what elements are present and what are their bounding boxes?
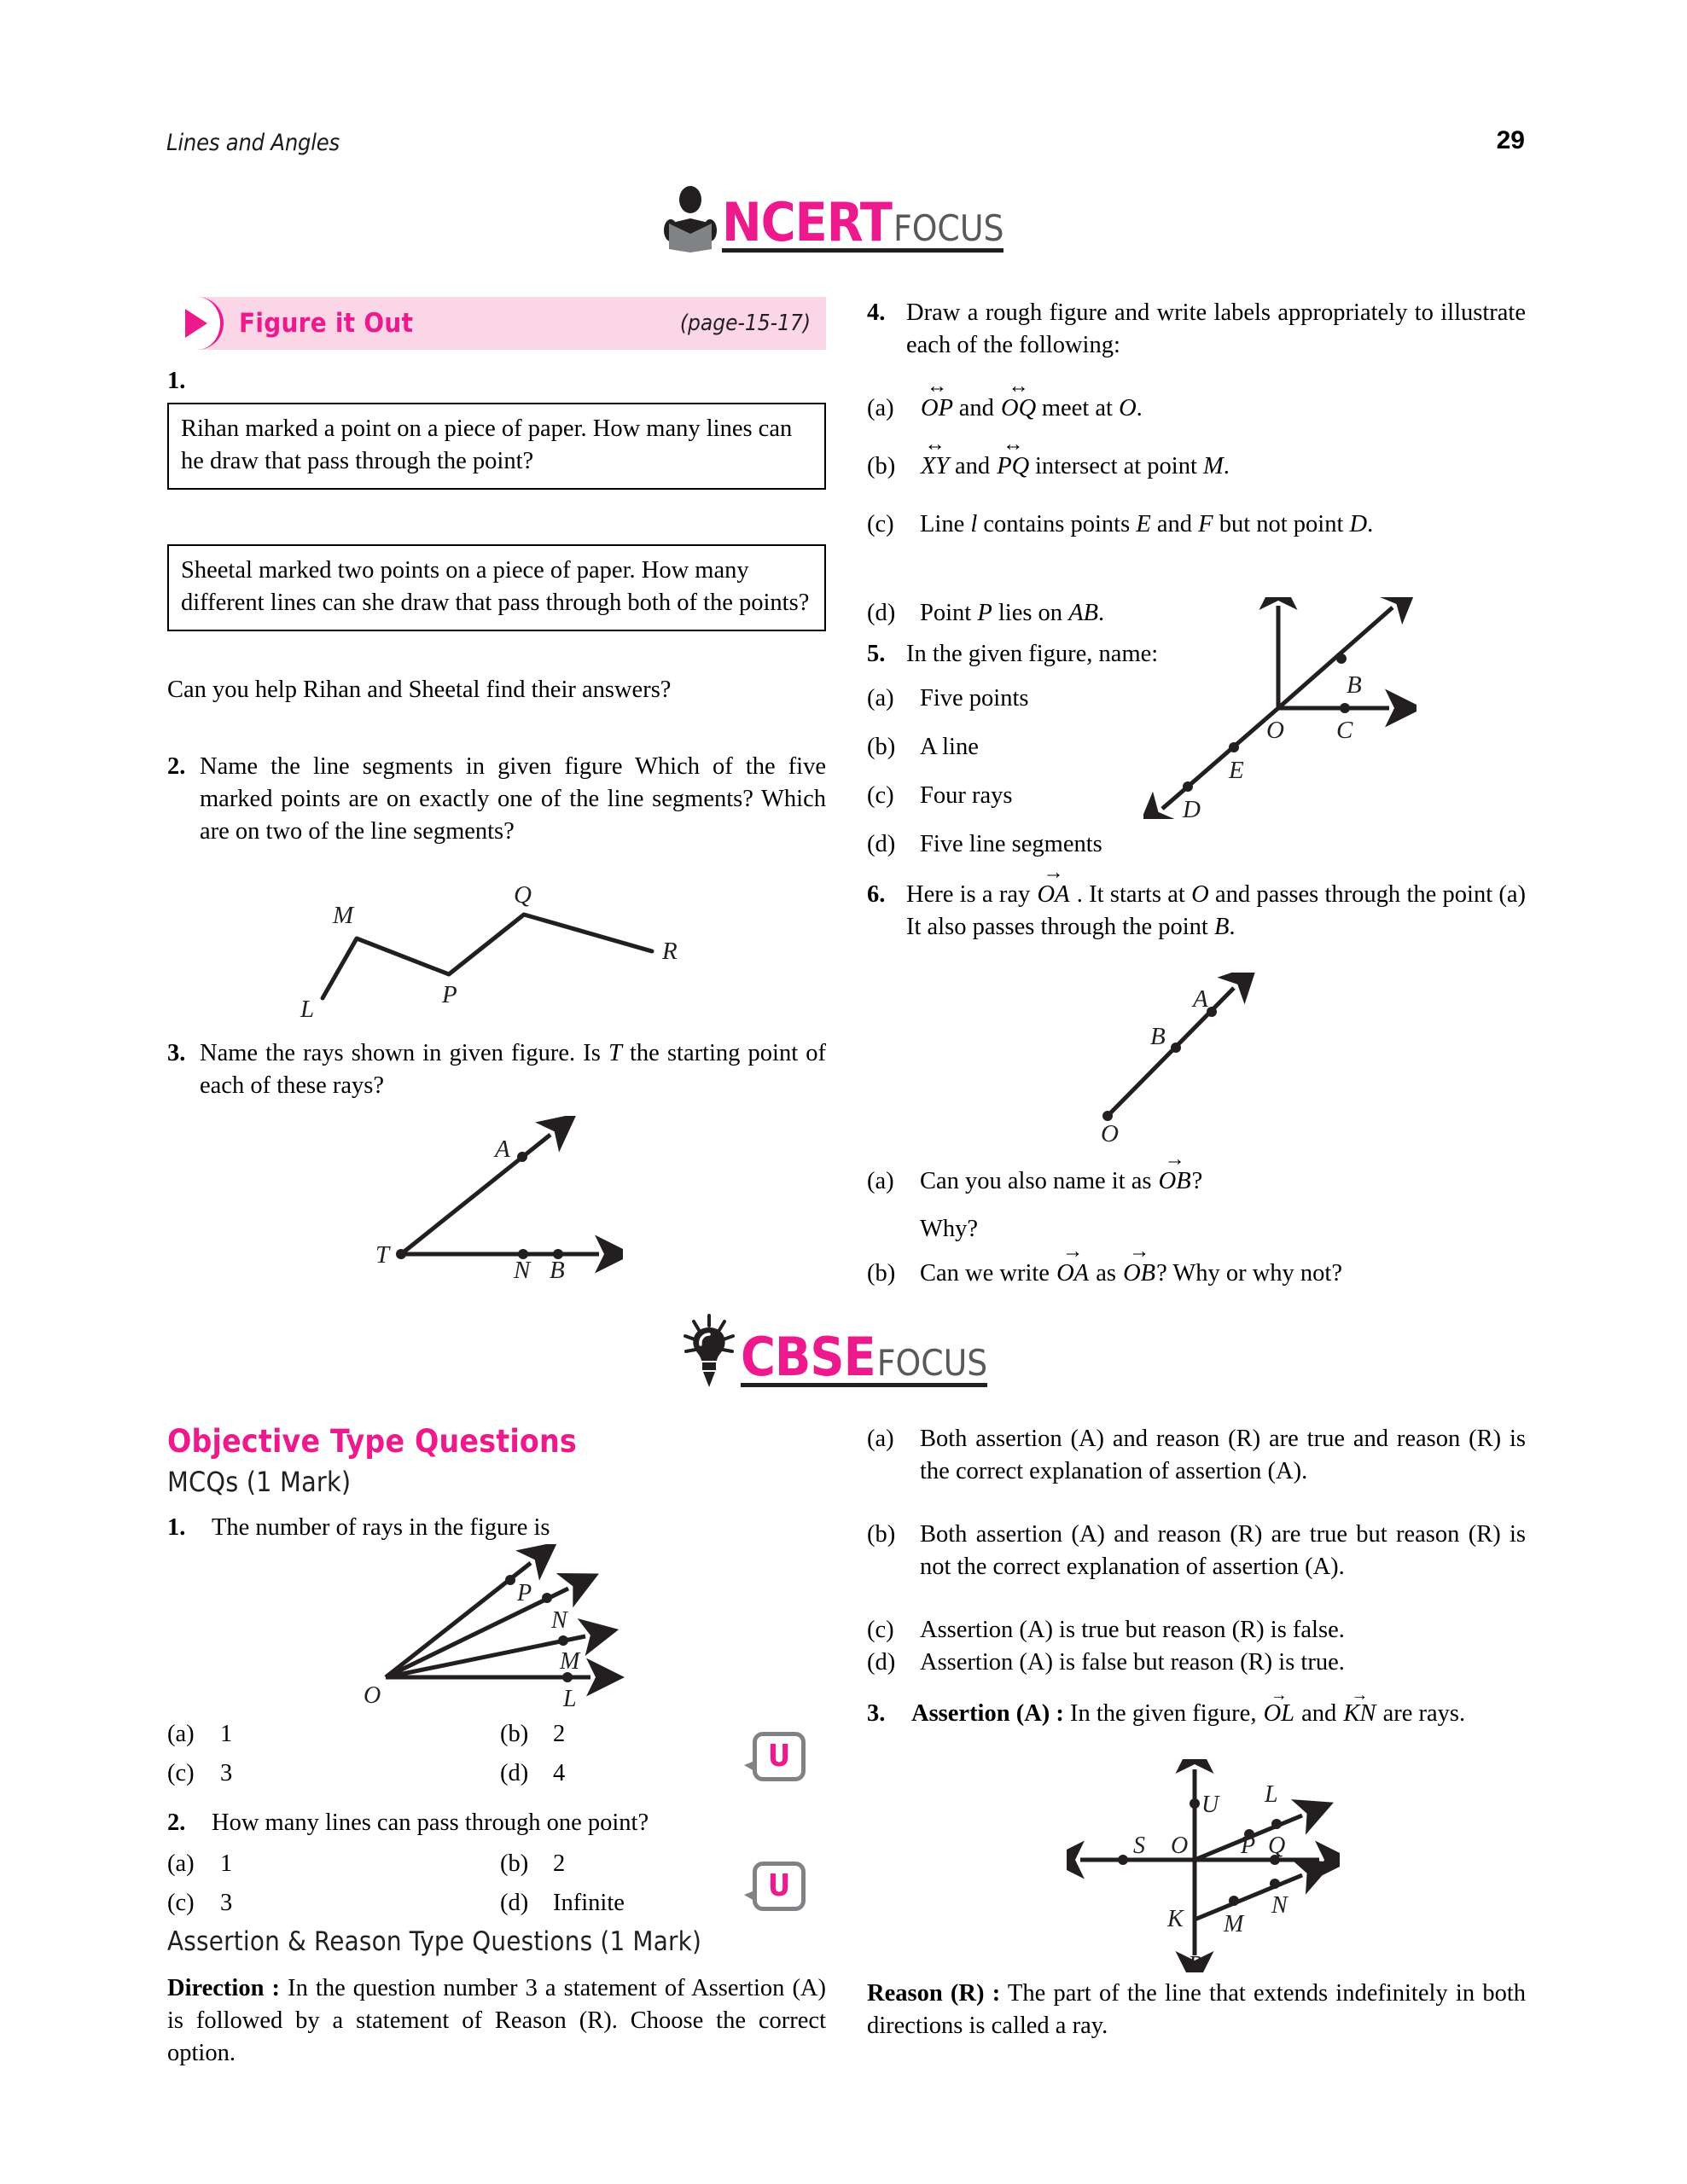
cbse-mcq2-option-c: (c) 3 [167, 1890, 233, 1916]
ncert-q6-sub-a: (a) Can you also name it as → OB? [867, 1147, 1203, 1194]
ncert-q3-number: 3. [167, 1040, 186, 1066]
reason-label: Reason (R) : [867, 1980, 1001, 2007]
ncert-q2-figure [282, 879, 691, 1019]
svg-text:Q: Q [514, 881, 532, 909]
cbse-mcq1: 1. The number of rays in the figure is [167, 1514, 550, 1541]
svg-text:B: B [550, 1257, 565, 1278]
ar-option-d: (d) Assertion (A) is false but reason (R) is true. [867, 1649, 1345, 1676]
svg-text:O: O [1266, 717, 1284, 744]
cbse-q3-figure [1067, 1759, 1340, 1972]
ncert-q6-number: 6. [867, 881, 886, 908]
ar-option-c: (c) Assertion (A) is true but reason (R) is false. [867, 1617, 1345, 1643]
svg-text:N: N [1271, 1892, 1288, 1919]
ncert-q5-option-a: (a) Five points [867, 685, 1029, 712]
svg-text:M: M [333, 902, 354, 929]
ncert-q1-box-1: Rihan marked a point on a piece of paper. How many lines can he draw that pass through the point? [167, 403, 826, 490]
ncert-q4-number: 4. [867, 299, 886, 326]
ncert-q3 [167, 1037, 826, 1102]
svg-text:S: S [1133, 1833, 1145, 1859]
ncert-q5-option-b: (b) A line [867, 734, 979, 760]
mcq1-understanding-badge: U [744, 1732, 806, 1785]
play-triangle-icon [167, 297, 224, 350]
svg-text:N: N [551, 1607, 567, 1634]
ncert-q1-box-2: Sheetal marked two points on a piece of paper. How many different lines can she draw that pass through both of the points? [167, 544, 826, 631]
cbse-mcq2-option-b: (b) 2 [500, 1850, 566, 1877]
cbse-mcq2: 2. How many lines can pass through one point? [167, 1809, 649, 1836]
svg-text:P: P [442, 981, 457, 1008]
ncert-q3-text: Name the rays shown in given figure. Is T the starting point of each of these rays? [200, 1040, 827, 1099]
mcq2-understanding-badge: U [744, 1862, 806, 1914]
ncert-q2 [167, 751, 826, 848]
svg-text:O: O [1101, 1120, 1119, 1143]
lightbulb-pencil-icon [683, 1314, 736, 1387]
cbse-mcq2-option-a: (a) 1 [167, 1850, 233, 1877]
page-number: 29 [1496, 126, 1525, 154]
running-head: Lines and Angles [166, 130, 340, 156]
svg-text:B: B [1347, 671, 1362, 699]
ncert-q5-figure [1143, 597, 1416, 819]
ncert-q6-figure [1084, 973, 1289, 1143]
ncert-q5-option-d: (d) Five line segments [867, 831, 1102, 857]
ncert-q3-figure [367, 1116, 623, 1278]
direction-label: Direction : [167, 1975, 281, 2001]
cbse-mcq1-option-d: (d) 4 [500, 1760, 566, 1786]
ncert-q6: 6. Here is a ray → OA . It starts at O and passes through the point (a) It also passes through the point B. [867, 879, 1526, 944]
ncert-brand-sub: FOCUS [893, 206, 1004, 249]
ncert-q4-item-d: (d) Point P lies on AB. [867, 600, 1105, 626]
svg-text:R: R [1188, 1952, 1203, 1972]
ncert-q4 [867, 297, 1526, 362]
cbse-brand-main: CBSE [741, 1325, 875, 1388]
objective-type-questions-heading: Objective Type Questions [167, 1423, 577, 1460]
cbse-mcq1-option-a: (a) 1 [167, 1721, 233, 1747]
cbse-mcq1-figure [358, 1544, 640, 1715]
ncert-q6-sub-a-line2: Why? [920, 1216, 979, 1242]
svg-text:C: C [1336, 717, 1353, 744]
svg-text:B: B [1150, 1023, 1166, 1050]
svg-text:L: L [300, 996, 315, 1019]
ncert-q4-item-a: (a) ↔ OP and ↔ OQ meet at O. [867, 375, 1143, 421]
svg-text:M: M [560, 1648, 580, 1675]
ncert-q6-sub-b: (b) Can we write → OA as → OB? Why or why not? [867, 1240, 1343, 1287]
cbse-mcq1-option-c: (c) 3 [167, 1760, 233, 1786]
ncert-q2-number: 2. [167, 753, 186, 780]
reader-icon [664, 186, 717, 253]
ar-option-b: (b) Both assertion (A) and reason (R) are true but reason (R) is not the correct explanation of assertion (A). [867, 1521, 1526, 1580]
direction-text: In the question number 3 a statement of Assertion (A) is followed by a statement of Reason (R). Choose the correct option. [167, 1975, 827, 2066]
reason-text: The part of the line that extends indefinitely in both directions is called a ray. [867, 1980, 1526, 2039]
svg-text:P: P [1241, 1833, 1256, 1859]
figure-it-out-banner [167, 297, 826, 350]
ncert-q1-followup: Can you help Rihan and Sheetal find their answers? [167, 677, 672, 703]
figure-it-out-page-ref: (page-15-17) [679, 311, 811, 336]
svg-text:E: E [1229, 757, 1244, 784]
svg-text:U: U [1201, 1792, 1219, 1818]
ncert-q5-number: 5. [867, 641, 886, 667]
assertion-reason-heading: Assertion & Reason Type Questions (1 Mark) [167, 1926, 702, 1957]
ncert-brand-main: NCERT [722, 190, 892, 253]
svg-text:A: A [495, 1136, 510, 1163]
cbse-mcq1-option-b: (b) 2 [500, 1721, 566, 1747]
svg-text:P: P [517, 1580, 532, 1606]
cbse-q3-assertion: 3. Assertion (A) : In the given figure, → OL and → KN are rays. [867, 1685, 1466, 1727]
svg-text:A: A [1193, 985, 1208, 1013]
svg-text:Q: Q [1268, 1833, 1286, 1859]
mcqs-heading: MCQs (1 Mark) [167, 1466, 352, 1498]
ncert-q4-item-c: (c) Line l contains points E and F but not point D. [867, 511, 1374, 537]
ncert-q5-option-c: (c) Four rays [867, 782, 1013, 809]
svg-text:R: R [662, 938, 678, 965]
figure-it-out-title: Figure it Out [239, 308, 414, 339]
assertion-direction [167, 1972, 826, 2070]
ncert-q5-text: In the given figure, name: [906, 641, 1159, 667]
svg-text:K: K [1167, 1906, 1184, 1932]
svg-text:T: T [375, 1241, 390, 1269]
cbse-focus-header [683, 1314, 987, 1387]
ncert-q4-text: Draw a rough figure and write labels appropriately to illustrate each of the following: [906, 299, 1526, 358]
ncert-focus-header [664, 186, 1003, 253]
svg-text:D: D [1183, 796, 1201, 819]
svg-text:O: O [364, 1682, 381, 1709]
ncert-q4-item-b: (b) ↔ XY and ↔ PQ intersect at point M. [867, 433, 1230, 479]
svg-text:M: M [1224, 1911, 1244, 1937]
ncert-q1-number: 1. [167, 368, 186, 394]
cbse-mcq2-option-d: (d) Infinite [500, 1890, 625, 1916]
cbse-q3-reason [867, 1978, 1526, 2042]
svg-text:N: N [514, 1257, 531, 1278]
svg-text:L: L [563, 1686, 577, 1712]
svg-text:O: O [1171, 1833, 1189, 1859]
cbse-brand-sub: FOCUS [876, 1341, 988, 1384]
ar-option-a: (a) Both assertion (A) and reason (R) are true and reason (R) is the correct explanation of assertion (A). [867, 1426, 1526, 1484]
ncert-q2-text: Name the line segments in given figure Which of the five marked points are on exactly one of the line segments? Which are on two of the line segments? [200, 753, 826, 845]
svg-text:L: L [1265, 1781, 1278, 1808]
